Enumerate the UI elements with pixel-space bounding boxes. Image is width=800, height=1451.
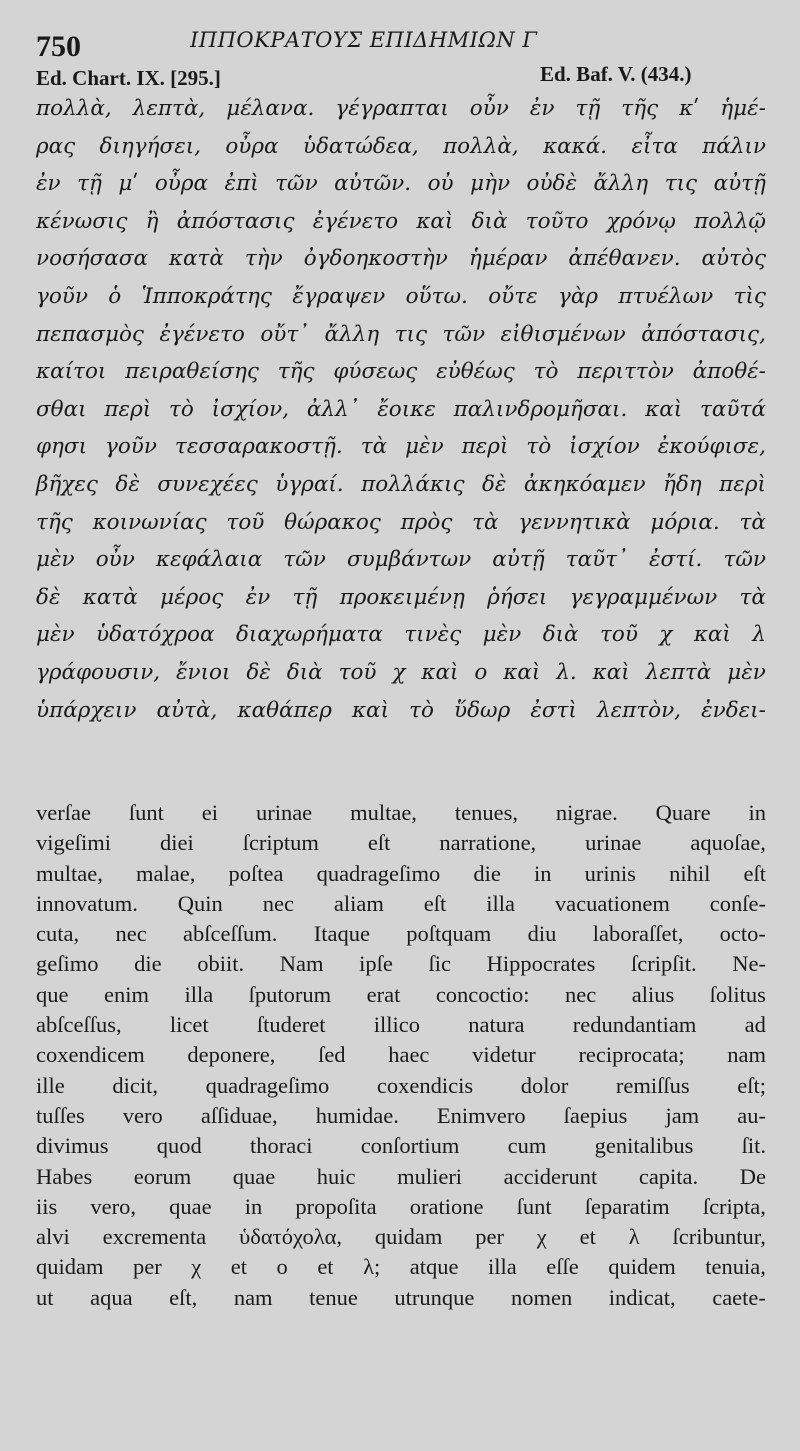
latin-text-line: Habes eorum quae huic mulieri acciderunt capita. De: [36, 1163, 766, 1189]
running-title: ΙΠΠΟΚΡΑΤΟΥΣ ΕΠΙΔΗΜΙΩΝ Γ: [190, 28, 538, 52]
greek-text-line: τῆς κοινωνίας τοῦ θώρακος πρὸς τὰ γεννητικὰ μόρια. τὰ: [36, 509, 766, 535]
latin-text-line: verſae ſunt ei urinae multae, tenues, nigrae. Quare in: [36, 800, 766, 825]
latin-text-line: abſceſſus, licet ſtuderet illico natura redundantiam ad: [36, 1012, 766, 1038]
greek-text-line: βῆχες δὲ συνεχέες ὑγραί. πολλάκις δὲ ἀκηκόαμεν ἤδη περὶ: [36, 471, 766, 497]
greek-text-line: ἐν τῇ μʹ οὖρα ἐπὶ τῶν αὐτῶν. οὐ μὴν οὐδὲ ἄλλη τις αὐτῇ: [36, 171, 766, 197]
edition-reference-right: Ed. Baf. V. (434.): [540, 62, 692, 86]
latin-text-line: divimus quod thoraci conſortium cum genitalibus ſit.: [36, 1133, 766, 1159]
greek-text-line: γράφουσιν, ἔνιοι δὲ διὰ τοῦ χ καὶ ο καὶ λ. καὶ λεπτὰ μὲν: [36, 659, 766, 685]
greek-text-line: μὲν οὖν κεφάλαια τῶν συμβάντων αὐτῇ ταῦτ᾽ ἐστί. τῶν: [36, 547, 766, 573]
latin-text-line: alvi excrementa ὑδατόχολα, quidam per χ et λ ſcribuntur,: [36, 1224, 766, 1250]
greek-text-line: σθαι περὶ τὸ ἰσχίον, ἀλλ᾽ ἔοικε παλινδρομῆσαι. καὶ ταῦτά: [36, 396, 766, 422]
latin-text-line: iis vero, quae in propoſita oratione ſunt ſeparatim ſcripta,: [36, 1193, 766, 1219]
greek-text-line: δὲ κατὰ μέρος ἐν τῇ προκειμένῃ ῥήσει γεγραμμένων τὰ: [36, 584, 766, 610]
greek-text-line: καίτοι πειραθείσης τῆς φύσεως εὐθέως τὸ περιττὸν ἀποθέ-: [36, 359, 766, 385]
latin-text-line: que enim illa ſputorum erat concoctio: nec alius ſolitus: [36, 981, 766, 1007]
greek-text-line: γοῦν ὁ Ἱπποκράτης ἔγραψεν οὕτω. οὔτε γὰρ πτυέλων τὶς: [36, 283, 766, 309]
latin-text-line: vigeſimi diei ſcriptum eſt narratione, urinae aquoſae,: [36, 830, 766, 856]
latin-text-line: coxendicem deponere, ſed haec videtur reciprocata; nam: [36, 1042, 766, 1068]
greek-text-line: φησι γοῦν τεσσαρακοστῇ. τὰ μὲν περὶ τὸ ἰσχίον ἐκούφισε,: [36, 434, 766, 460]
latin-text-line: quidam per χ et ο et λ; atque illa eſſe quidem tenuia,: [36, 1254, 766, 1280]
greek-text-line: πεπασμὸς ἐγένετο οὔτ᾽ ἄλλη τις τῶν εἰθισμένων ἀπόστασις,: [36, 321, 766, 347]
latin-text-line: ut aqua eſt, nam tenue utrunque nomen indicat, caete-: [36, 1284, 766, 1310]
greek-text-line: κένωσις ἢ ἀπόστασις ἐγένετο καὶ διὰ τοῦτο χρόνῳ πολλῷ: [36, 208, 766, 234]
latin-text-line: innovatum. Quin nec aliam eſt illa vacuationem conſe-: [36, 890, 766, 916]
greek-text-line: ὑπάρχειν αὐτὰ, καθάπερ καὶ τὸ ὕδωρ ἐστὶ λεπτὸν, ἐνδει-: [36, 697, 766, 723]
latin-text-line: multae, malae, poſtea quadrageſimo die in urinis nihil eſt: [36, 860, 766, 886]
greek-text-line: νοσήσασα κατὰ τὴν ὀγδοηκοστὴν ἡμέραν ἀπέθανεν. αὐτὸς: [36, 246, 766, 272]
edition-reference-left: Ed. Chart. IX. [295.]: [36, 66, 221, 90]
greek-text-block: [36, 90, 766, 729]
greek-text-line: μὲν ὑδατόχροα διαχωρήματα τινὲς μὲν διὰ τοῦ χ καὶ λ: [36, 622, 766, 648]
latin-text-line: tuſſes vero aſſiduae, humidae. Enimvero ſaepius jam au-: [36, 1102, 766, 1128]
greek-text-line: πολλὰ, λεπτὰ, μέλανα. γέγραπται οὖν ἐν τῇ τῆς κʹ ἡμέ-: [36, 96, 766, 121]
latin-text-line: cuta, nec abſceſſum. Itaque poſtquam diu laboraſſet, octo-: [36, 921, 766, 947]
greek-text-line: ρας διηγήσει, οὖρα ὑδατώδεα, πολλὰ, κακά. εἶτα πάλιν: [36, 133, 766, 159]
latin-text-line: geſimo die obiit. Nam ipſe ſic Hippocrates ſcripſit. Ne-: [36, 951, 766, 977]
latin-text-line: ille dicit, quadrageſimo coxendicis dolor remiſſus eſt;: [36, 1072, 766, 1098]
latin-text-block: [36, 798, 766, 1313]
page-number: 750: [36, 30, 81, 63]
